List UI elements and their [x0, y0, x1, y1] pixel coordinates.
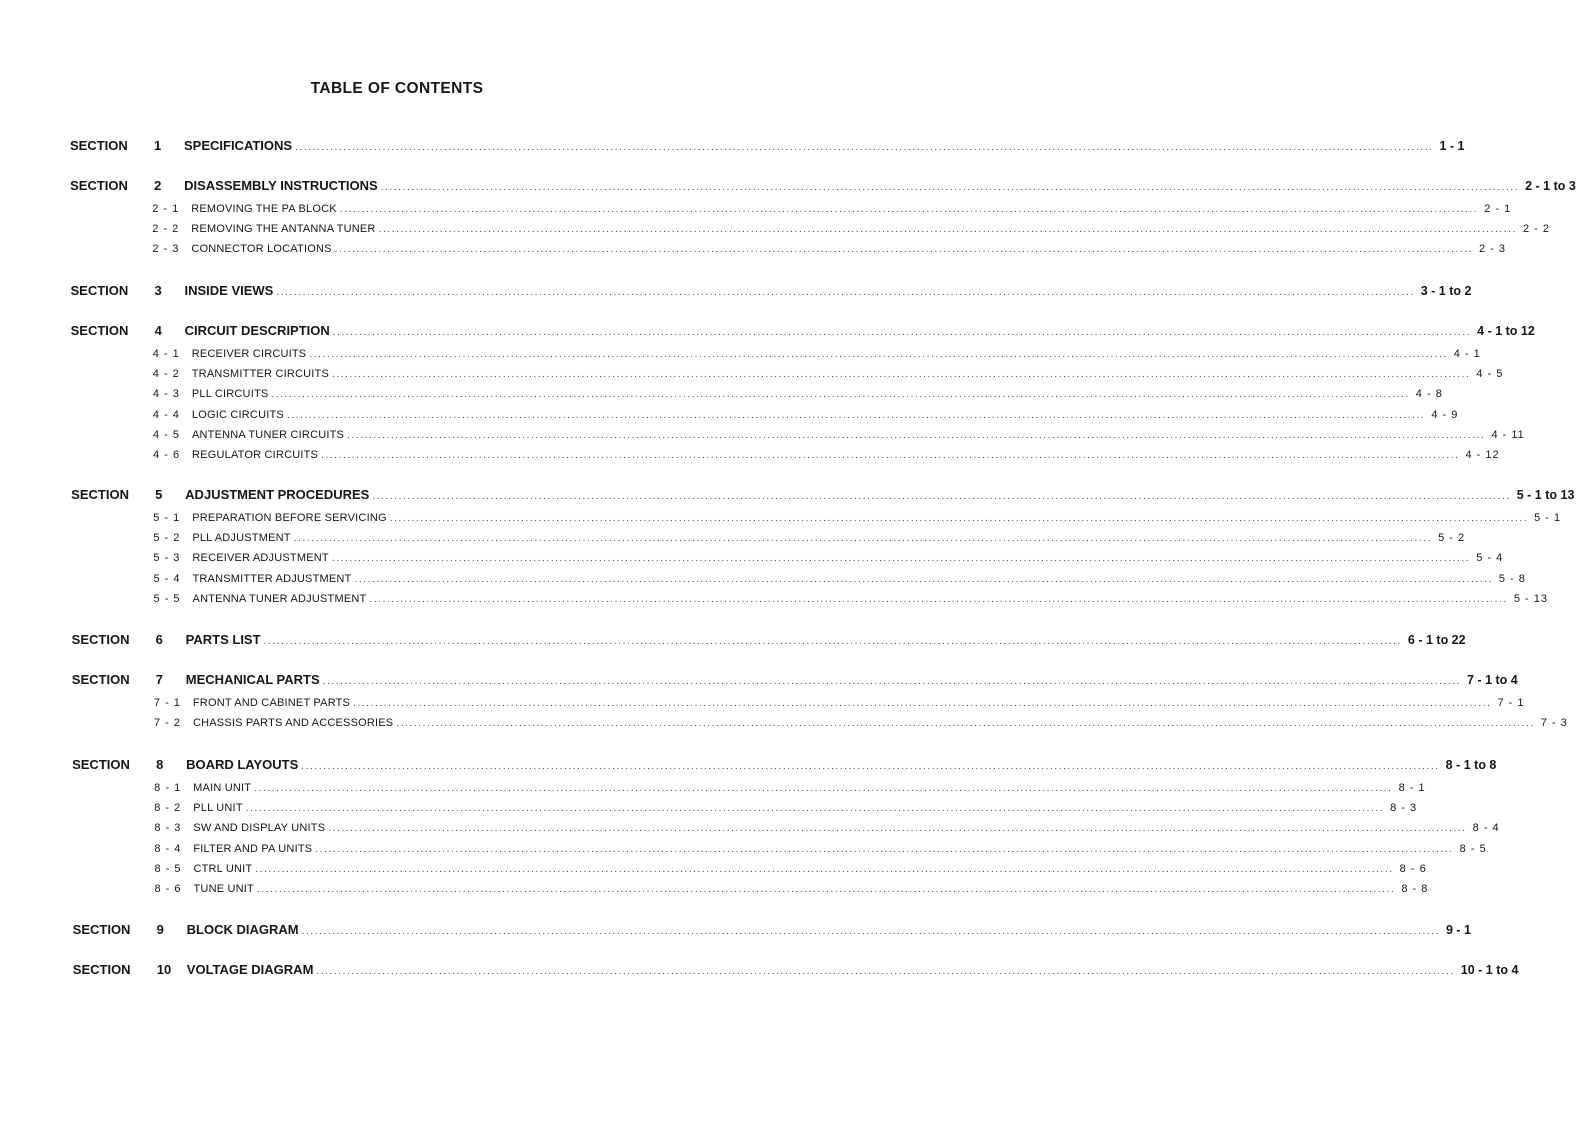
subsection-number: 8 - 6 — [154, 883, 182, 895]
section-row[interactable] — [72, 757, 1497, 777]
subsection-title[interactable]: REMOVING THE PA BLOCK — [191, 203, 337, 215]
subsection-title[interactable]: ANTENNA TUNER CIRCUITS — [191, 428, 345, 441]
subsection-number: 5 - 2 — [153, 532, 181, 545]
dot-leader: .................................................................................................................................................................................................................................................................... — [339, 204, 1479, 215]
section-label: SECTION — [70, 283, 129, 298]
dot-leader: .................................................................................................................................................................................................................................................................... — [332, 327, 1472, 338]
section-title[interactable]: BLOCK DIAGRAM — [186, 922, 299, 937]
dot-leader: .................................................................................................................................................................................................................................................................... — [369, 593, 1508, 605]
subsection-row[interactable] — [152, 368, 1504, 385]
subsection-row[interactable] — [152, 428, 1525, 446]
subsection-page: 8 - 6 — [1399, 862, 1427, 875]
subsection-number: 8 - 3 — [154, 822, 182, 835]
section-page: 10 - 1 to 4 — [1460, 963, 1519, 977]
subsection-title[interactable]: FILTER AND PA UNITS — [193, 842, 313, 855]
dot-leader: .................................................................................................................................................................................................................................................................... — [322, 676, 1462, 687]
section-title[interactable]: VOLTAGE DIAGRAM — [186, 962, 314, 977]
section-row[interactable] — [71, 672, 1518, 692]
dot-leader: .................................................................................................................................................................................................................................................................... — [263, 636, 1402, 647]
subsection-number: 4 - 3 — [152, 388, 180, 401]
subsection-row[interactable] — [153, 572, 1526, 590]
section-title[interactable]: ADJUSTMENT PROCEDURES — [185, 487, 370, 502]
subsection-title[interactable]: REMOVING THE ANTANNA TUNER — [191, 223, 376, 236]
subsection-row[interactable] — [154, 842, 1487, 860]
subsection-title[interactable]: TRANSMITTER CIRCUITS — [191, 368, 329, 381]
dot-leader: .................................................................................................................................................................................................................................................................... — [378, 224, 1517, 236]
subsection-row[interactable] — [152, 388, 1443, 405]
subsection-number: 2 - 3 — [152, 243, 180, 256]
dot-leader: .................................................................................................................................................................................................................................................................... — [353, 698, 1492, 709]
dot-leader: .................................................................................................................................................................................................................................................................... — [276, 287, 1415, 298]
subsection-page: 5 - 1 — [1534, 512, 1562, 524]
section-title[interactable]: INSIDE VIEWS — [184, 283, 274, 298]
dot-leader: .................................................................................................................................................................................................................................................................... — [245, 803, 1385, 815]
section-number: 5 — [155, 487, 163, 502]
dot-leader: .................................................................................................................................................................................................................................................................... — [293, 533, 1433, 545]
section-number: 8 — [156, 757, 164, 772]
subsection-title[interactable]: PLL UNIT — [193, 802, 243, 815]
subsection-number: 4 - 6 — [153, 449, 181, 461]
section-number: 2 — [154, 178, 162, 193]
dot-leader: .................................................................................................................................................................................................................................................................... — [334, 244, 1474, 256]
subsection-page: 7 - 1 — [1497, 697, 1525, 709]
subsection-number: 8 - 2 — [154, 802, 182, 815]
subsection-row[interactable] — [154, 862, 1427, 880]
section-page: 2 - 1 to 3 — [1525, 179, 1576, 193]
subsection-title[interactable]: MAIN UNIT — [193, 782, 252, 794]
subsection-title[interactable]: LOGIC CIRCUITS — [191, 408, 284, 421]
subsection-row[interactable] — [152, 223, 1550, 240]
section-row[interactable] — [70, 323, 1535, 343]
subsection-row[interactable] — [152, 203, 1512, 220]
section-title[interactable]: BOARD LAYOUTS — [186, 757, 299, 772]
section-page: 1 - 1 — [1439, 139, 1465, 153]
dot-leader: .................................................................................................................................................................................................................................................................... — [380, 182, 1520, 193]
subsection-row[interactable] — [152, 408, 1459, 426]
subsection-row[interactable] — [154, 883, 1429, 900]
subsection-title[interactable]: RECEIVER CIRCUITS — [191, 348, 307, 360]
section-page: 8 - 1 to 8 — [1445, 758, 1497, 772]
subsection-row[interactable] — [154, 822, 1500, 839]
subsection-number: 5 - 4 — [153, 572, 181, 585]
subsection-page: 8 - 8 — [1401, 883, 1429, 895]
section-label: SECTION — [72, 922, 131, 937]
section-label: SECTION — [71, 487, 129, 502]
dot-leader: .................................................................................................................................................................................................................................................................... — [332, 369, 1471, 381]
dot-leader: .................................................................................................................................................................................................................................................................... — [316, 966, 1455, 977]
section-row[interactable] — [69, 138, 1465, 158]
subsection-row[interactable] — [153, 512, 1562, 529]
section-number: 10 — [156, 962, 172, 977]
dot-leader: .................................................................................................................................................................................................................................................................... — [256, 884, 1396, 895]
dot-leader: .................................................................................................................................................................................................................................................................... — [301, 926, 1440, 937]
subsection-page: 5 - 8 — [1498, 572, 1526, 585]
section-page: 6 - 1 to 22 — [1407, 633, 1466, 647]
section-label: SECTION — [72, 962, 131, 977]
subsection-title[interactable]: CHASSIS PARTS AND ACCESSORIES — [192, 717, 394, 730]
subsection-page: 2 - 2 — [1522, 223, 1550, 236]
subsection-number: 8 - 1 — [154, 782, 182, 794]
section-page: 5 - 1 to 13 — [1516, 488, 1575, 502]
subsection-page: 5 - 2 — [1438, 532, 1466, 545]
page-title: TABLE OF CONTENTS — [310, 80, 484, 97]
section-number: 7 — [155, 672, 164, 687]
subsection-title[interactable]: PLL CIRCUITS — [191, 388, 269, 401]
section-row[interactable] — [72, 922, 1471, 942]
section-title[interactable]: DISASSEMBLY INSTRUCTIONS — [184, 178, 378, 193]
subsection-number: 8 - 5 — [154, 862, 182, 875]
subsection-row[interactable] — [153, 449, 1500, 466]
section-row[interactable] — [71, 632, 1466, 652]
dot-leader: .................................................................................................................................................................................................................................................................... — [321, 450, 1460, 461]
subsection-page: 4 - 12 — [1465, 449, 1500, 461]
section-label: SECTION — [70, 323, 129, 338]
section-page: 9 - 1 — [1445, 923, 1471, 937]
subsection-number: 4 - 5 — [152, 428, 180, 441]
subsection-page: 8 - 5 — [1459, 842, 1487, 855]
section-row[interactable] — [70, 283, 1472, 303]
subsection-row[interactable] — [153, 717, 1568, 734]
subsection-number: 5 - 1 — [153, 512, 181, 524]
subsection-number: 2 - 1 — [152, 203, 180, 215]
subsection-page: 2 - 1 — [1484, 203, 1512, 215]
dot-leader: .................................................................................................................................................................................................................................................................... — [396, 718, 1535, 730]
subsection-title[interactable]: PLL ADJUSTMENT — [192, 532, 291, 545]
subsection-row[interactable] — [154, 782, 1426, 799]
subsection-page: 5 - 13 — [1513, 592, 1548, 605]
subsection-number: 7 - 2 — [153, 717, 181, 730]
dot-leader: .................................................................................................................................................................................................................................................................... — [309, 349, 1448, 360]
section-title[interactable]: MECHANICAL PARTS — [185, 672, 320, 687]
subsection-title[interactable]: CONNECTOR LOCATIONS — [191, 243, 332, 256]
subsection-page: 4 - 11 — [1491, 428, 1525, 441]
dot-leader: .................................................................................................................................................................................................................................................................... — [301, 761, 1440, 772]
subsection-page: 4 - 5 — [1476, 368, 1504, 381]
subsection-page: 8 - 1 — [1398, 782, 1426, 794]
section-title[interactable]: SPECIFICATIONS — [183, 138, 293, 153]
subsection-title[interactable]: RECEIVER ADJUSTMENT — [192, 552, 329, 565]
subsection-page: 5 - 4 — [1476, 552, 1504, 565]
section-title[interactable]: PARTS LIST — [185, 632, 261, 647]
subsection-row[interactable] — [152, 348, 1481, 365]
section-number: 4 — [154, 323, 162, 338]
subsection-number: 4 - 2 — [152, 368, 180, 381]
subsection-page: 4 - 9 — [1431, 408, 1459, 421]
dot-leader: .................................................................................................................................................................................................................................................................... — [389, 513, 1529, 524]
subsection-title[interactable]: TUNE UNIT — [193, 883, 254, 895]
subsection-row[interactable] — [153, 552, 1504, 569]
section-page: 4 - 1 to 12 — [1477, 324, 1535, 338]
subsection-page: 4 - 8 — [1415, 388, 1443, 401]
subsection-number: 7 - 1 — [153, 697, 181, 709]
subsection-page: 7 - 3 — [1540, 717, 1568, 730]
subsection-title[interactable]: TRANSMITTER ADJUSTMENT — [192, 572, 352, 585]
subsection-title[interactable]: REGULATOR CIRCUITS — [192, 449, 319, 461]
dot-leader: .................................................................................................................................................................................................................................................................... — [295, 142, 1434, 153]
section-number: 3 — [154, 283, 162, 298]
subsection-row[interactable] — [153, 532, 1466, 549]
section-page: 3 - 1 to 2 — [1420, 284, 1472, 298]
subsection-page: 8 - 3 — [1390, 802, 1418, 815]
dot-leader: .................................................................................................................................................................................................................................................................... — [255, 863, 1394, 875]
subsection-page: 2 - 3 — [1479, 243, 1507, 256]
section-row[interactable] — [71, 487, 1575, 507]
subsection-row[interactable] — [153, 592, 1548, 610]
subsection-page: 4 - 1 — [1453, 348, 1481, 360]
subsection-number: 5 - 5 — [153, 592, 181, 605]
subsection-number: 8 - 4 — [154, 842, 182, 855]
subsection-number: 5 - 3 — [153, 552, 181, 565]
section-number: 6 — [155, 632, 163, 647]
section-label: SECTION — [71, 672, 130, 687]
subsection-row[interactable] — [154, 802, 1418, 819]
section-label: SECTION — [71, 632, 130, 647]
dot-leader: .................................................................................................................................................................................................................................................................... — [354, 573, 1493, 585]
section-row[interactable] — [70, 178, 1576, 198]
subsection-title[interactable]: PREPARATION BEFORE SERVICING — [192, 512, 387, 524]
subsection-page: 8 - 4 — [1472, 822, 1500, 835]
subsection-number: 4 - 4 — [152, 408, 180, 421]
section-row[interactable] — [72, 962, 1519, 982]
subsection-title[interactable]: CTRL UNIT — [193, 862, 253, 875]
dot-leader: .................................................................................................................................................................................................................................................................... — [315, 843, 1454, 855]
dot-leader: .................................................................................................................................................................................................................................................................... — [254, 783, 1393, 794]
dot-leader: .................................................................................................................................................................................................................................................................... — [372, 491, 1511, 502]
section-label: SECTION — [72, 757, 130, 772]
dot-leader: .................................................................................................................................................................................................................................................................... — [286, 409, 1426, 421]
dot-leader: .................................................................................................................................................................................................................................................................... — [331, 553, 1471, 565]
section-page: 7 - 1 to 4 — [1467, 673, 1518, 687]
subsection-number: 4 - 1 — [152, 348, 180, 360]
subsection-title[interactable]: SW AND DISPLAY UNITS — [193, 822, 326, 835]
section-number: 1 — [153, 138, 162, 153]
dot-leader: .................................................................................................................................................................................................................................................................... — [347, 429, 1486, 441]
section-label: SECTION — [69, 138, 128, 153]
subsection-row[interactable] — [153, 697, 1525, 714]
section-title[interactable]: CIRCUIT DESCRIPTION — [184, 323, 330, 338]
subsection-row[interactable] — [152, 243, 1507, 260]
dot-leader: .................................................................................................................................................................................................................................................................... — [328, 823, 1467, 835]
section-label: SECTION — [70, 178, 128, 193]
subsection-title[interactable]: FRONT AND CABINET PARTS — [192, 697, 351, 709]
subsection-number: 2 - 2 — [152, 223, 180, 236]
subsection-title[interactable]: ANTENNA TUNER ADJUSTMENT — [192, 592, 367, 605]
section-number: 9 — [156, 922, 164, 937]
dot-leader: .................................................................................................................................................................................................................................................................... — [271, 389, 1410, 401]
